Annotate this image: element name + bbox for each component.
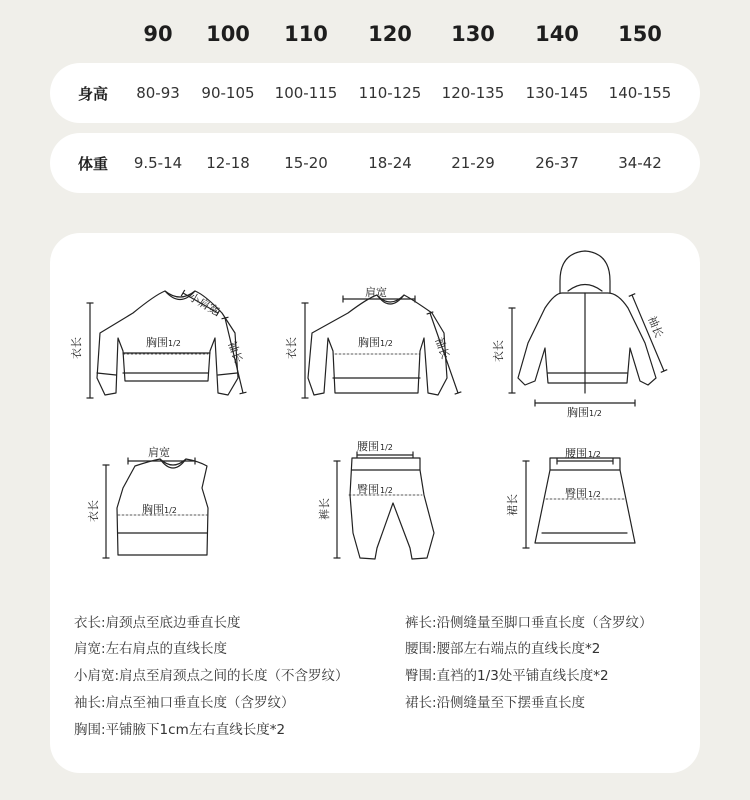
label-chest: 胸围 [142, 503, 164, 516]
legend-term: 衣长: [74, 615, 106, 631]
weight-cell: 34-42 [618, 154, 662, 172]
legend-desc: 肩颈点至底边垂直长度 [105, 615, 241, 631]
size-label: 100 [206, 22, 250, 46]
size-label: 150 [618, 22, 662, 46]
label-body-length: 衣长 [492, 340, 505, 362]
height-row [50, 63, 700, 123]
weight-cell: 9.5-14 [133, 154, 183, 172]
label-body-length: 衣长 [70, 337, 83, 359]
label-body-length: 衣长 [285, 337, 298, 359]
label-half: 1/2 [380, 339, 393, 348]
legend-term: 袖长: [74, 695, 106, 711]
legend-term: 小肩宽: [74, 668, 120, 684]
label-half: 1/2 [380, 443, 393, 452]
label-half: 1/2 [588, 450, 601, 459]
label-chest: 胸围 [358, 336, 380, 349]
weight-row [50, 133, 700, 193]
legend-item [405, 611, 653, 631]
size-label: 120 [368, 22, 412, 46]
label-half: 1/2 [588, 490, 601, 499]
weight-row-label: 体重 [78, 155, 109, 173]
label-sleeve: 袖长 [432, 335, 452, 361]
label-small-shoulder: 小肩宽 [186, 290, 222, 319]
legend-item [405, 637, 600, 657]
legend-desc: 沿侧缝量至下摆垂直长度 [436, 695, 586, 711]
label-half: 1/2 [589, 409, 602, 418]
height-cell: 100-115 [274, 84, 338, 102]
label-shoulder: 肩宽 [148, 446, 170, 459]
legend-term: 肩宽: [74, 641, 106, 657]
weight-cell: 18-24 [368, 154, 412, 172]
legend-item [405, 664, 609, 684]
label-waist: 腰围 [565, 447, 587, 460]
height-cell: 120-135 [441, 84, 505, 102]
legend-item [74, 691, 295, 711]
size-label: 140 [535, 22, 579, 46]
label-chest: 胸围 [567, 406, 589, 419]
legend-term: 腰围: [405, 641, 437, 657]
legend-item [74, 718, 285, 738]
label-chest: 胸围 [146, 336, 168, 349]
weight-cell: 26-37 [535, 154, 579, 172]
legend-desc: 沿侧缝量至脚口垂直长度（含罗纹） [436, 615, 653, 631]
pants-diagram [337, 455, 434, 559]
label-pants-length: 裤长 [318, 498, 331, 520]
label-half: 1/2 [168, 339, 181, 348]
legend-term: 裙长: [405, 695, 437, 711]
legend-desc: 平铺腋下1cm左右直线长度*2 [105, 722, 286, 738]
weight-cell: 15-20 [284, 154, 328, 172]
legend-desc: 腰部左右端点的直线长度*2 [436, 641, 601, 657]
legend-item [74, 637, 227, 657]
skirt-diagram [526, 458, 635, 548]
legend-desc: 肩点至肩颈点之间的长度（不含罗纹） [119, 668, 349, 684]
legend-desc: 左右肩点的直线长度 [105, 641, 228, 657]
legend-term: 胸围: [74, 722, 106, 738]
legend-term: 臀围: [405, 668, 437, 684]
size-label: 90 [143, 22, 173, 46]
height-cell: 130-145 [525, 84, 589, 102]
legend-term: 裤长: [405, 615, 437, 631]
hoodie-diagram [512, 251, 664, 403]
weight-cell: 21-29 [451, 154, 495, 172]
size-label: 130 [451, 22, 495, 46]
label-half: 1/2 [164, 506, 177, 515]
legend-desc: 直裆的1/3处平铺直线长度*2 [436, 668, 609, 684]
size-label: 110 [284, 22, 328, 46]
measurement-card [50, 233, 700, 773]
label-hip: 臀围 [565, 487, 587, 500]
label-skirt-length: 裙长 [506, 494, 519, 516]
label-waist: 腰围 [357, 440, 379, 453]
height-row-label: 身高 [78, 85, 109, 103]
label-shoulder: 肩宽 [365, 286, 387, 299]
height-cell: 140-155 [608, 84, 672, 102]
legend-item [74, 611, 241, 631]
height-cell: 110-125 [358, 84, 422, 102]
label-hip: 臀围 [357, 483, 379, 496]
label-sleeve: 袖长 [645, 314, 666, 340]
size-header [0, 22, 750, 52]
height-cell: 80-93 [136, 84, 180, 102]
label-half: 1/2 [380, 486, 393, 495]
label-body-length: 衣长 [87, 500, 100, 522]
weight-cell: 12-18 [206, 154, 250, 172]
label-sleeve: 袖长 [225, 339, 245, 365]
height-cell: 90-105 [201, 84, 255, 102]
legend-desc: 肩点至袖口垂直长度（含罗纹） [105, 695, 295, 711]
legend-item [74, 664, 349, 684]
legend-item [405, 691, 585, 711]
